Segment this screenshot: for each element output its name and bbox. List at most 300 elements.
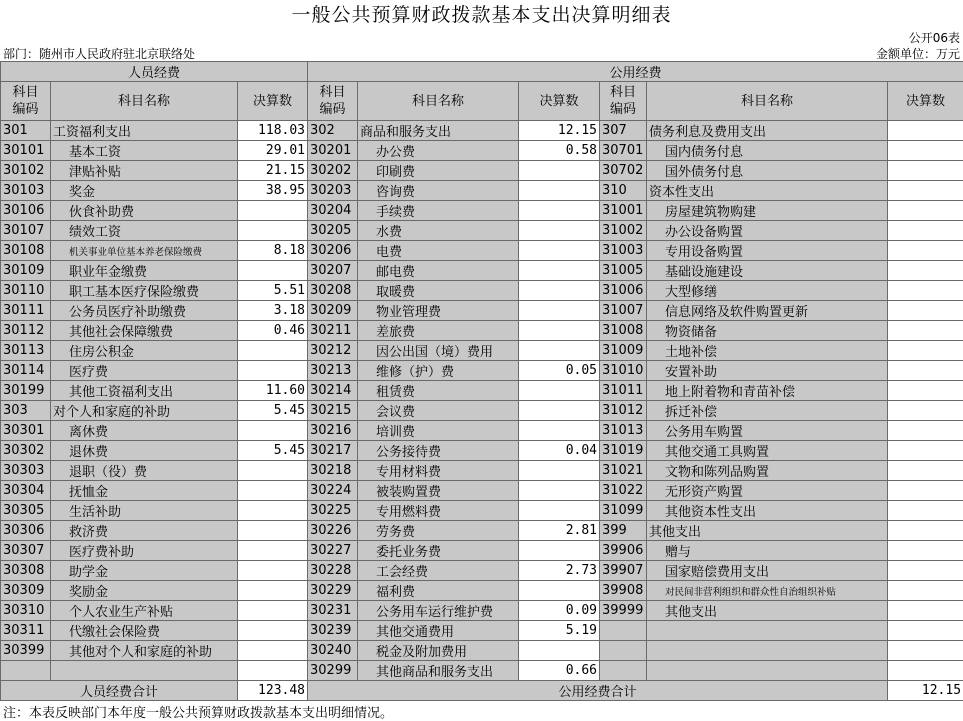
cell-name: 拆迁补偿 — [647, 401, 888, 421]
cell-amount: 0.66 — [519, 661, 600, 681]
cell-name: 其他商品和服务支出 — [358, 661, 519, 681]
cell-name: 绩效工资 — [51, 221, 238, 241]
cell-amount — [519, 241, 600, 261]
table-row — [1, 441, 963, 461]
cell-amount — [888, 121, 963, 141]
cell-amount — [519, 281, 600, 301]
table-row — [1, 261, 963, 281]
cell-name: 国外债务付息 — [647, 161, 888, 181]
cell-name — [647, 641, 888, 661]
cell-name: 债务利息及费用支出 — [647, 121, 888, 141]
cell-name: 伙食补助费 — [51, 201, 238, 221]
cell-code: 30229 — [308, 581, 358, 601]
table-row — [1, 601, 963, 621]
cell-name: 奖金 — [51, 181, 238, 201]
cell-name: 被装购置费 — [358, 481, 519, 501]
table-row — [1, 241, 963, 261]
cell-name: 其他对个人和家庭的补助 — [51, 641, 238, 661]
cell-amount — [888, 541, 963, 561]
cell-code: 30240 — [308, 641, 358, 661]
table-row — [1, 121, 963, 141]
header-code: 科目 编码 — [308, 82, 358, 121]
cell-code: 31012 — [600, 401, 647, 421]
cell-name: 医疗费补助 — [51, 541, 238, 561]
cell-code: 31003 — [600, 241, 647, 261]
table-row — [1, 221, 963, 241]
cell-name — [51, 661, 238, 681]
cell-code: 31002 — [600, 221, 647, 241]
cell-code: 399 — [600, 521, 647, 541]
cell-amount: 12.15 — [519, 121, 600, 141]
cell-amount — [238, 481, 308, 501]
cell-name: 水费 — [358, 221, 519, 241]
cell-amount: 21.15 — [238, 161, 308, 181]
cell-amount — [888, 421, 963, 441]
cell-amount — [519, 401, 600, 421]
cell-name: 专用设备购置 — [647, 241, 888, 261]
table-row — [1, 661, 963, 681]
cell-amount — [888, 501, 963, 521]
cell-code: 30204 — [308, 201, 358, 221]
cell-amount — [888, 521, 963, 541]
cell-name: 救济费 — [51, 521, 238, 541]
cell-code: 31001 — [600, 201, 647, 221]
cell-code: 30231 — [308, 601, 358, 621]
cell-amount: 0.58 — [519, 141, 600, 161]
table-row — [1, 581, 963, 601]
cell-code: 30216 — [308, 421, 358, 441]
cell-code: 30103 — [1, 181, 51, 201]
table-row — [1, 481, 963, 501]
table-row — [1, 181, 963, 201]
cell-name: 培训费 — [358, 421, 519, 441]
cell-name: 其他交通工具购置 — [647, 441, 888, 461]
cell-amount — [238, 361, 308, 381]
cell-amount — [238, 261, 308, 281]
cell-code: 30107 — [1, 221, 51, 241]
cell-code: 30202 — [308, 161, 358, 181]
cell-name: 大型修缮 — [647, 281, 888, 301]
header-name: 科目名称 — [51, 82, 238, 121]
cell-code: 30215 — [308, 401, 358, 421]
cell-code: 30114 — [1, 361, 51, 381]
table-row — [1, 401, 963, 421]
table-row — [1, 521, 963, 541]
cell-amount: 29.01 — [238, 141, 308, 161]
cell-name: 抚恤金 — [51, 481, 238, 501]
cell-code: 30308 — [1, 561, 51, 581]
cell-amount — [238, 521, 308, 541]
cell-amount — [519, 481, 600, 501]
cell-amount — [238, 601, 308, 621]
cell-amount: 2.81 — [519, 521, 600, 541]
cell-name: 公务用车运行维护费 — [358, 601, 519, 621]
table-row — [1, 641, 963, 661]
cell-code: 301 — [1, 121, 51, 141]
table-row — [1, 381, 963, 401]
cell-code: 310 — [600, 181, 647, 201]
cell-code: 31021 — [600, 461, 647, 481]
cell-name: 基础设施建设 — [647, 261, 888, 281]
cell-name: 其他交通费用 — [358, 621, 519, 641]
cell-amount — [238, 641, 308, 661]
cell-name: 其他社会保障缴费 — [51, 321, 238, 341]
cell-amount — [519, 261, 600, 281]
cell-amount — [519, 641, 600, 661]
cell-amount — [519, 301, 600, 321]
cell-code — [600, 661, 647, 681]
footnote: 注：本表反映部门本年度一般公共预算财政拨款基本支出明细情况。 — [3, 706, 394, 721]
cell-code: 30217 — [308, 441, 358, 461]
section-public: 公用经费 — [308, 62, 963, 82]
table-row — [1, 201, 963, 221]
cell-name: 机关事业单位基本养老保险缴费 — [51, 241, 238, 261]
cell-name: 对个人和家庭的补助 — [51, 401, 238, 421]
cell-code: 31022 — [600, 481, 647, 501]
cell-code — [600, 621, 647, 641]
cell-amount — [519, 181, 600, 201]
cell-amount — [888, 201, 963, 221]
cell-name: 差旅费 — [358, 321, 519, 341]
cell-code: 30303 — [1, 461, 51, 481]
department-label: 部门：随州市人民政府驻北京联络处 — [3, 47, 196, 61]
cell-code: 30209 — [308, 301, 358, 321]
cell-amount: 0.05 — [519, 361, 600, 381]
cell-name: 职工基本医疗保险缴费 — [51, 281, 238, 301]
header-amount: 决算数 — [519, 82, 600, 121]
header-amount: 决算数 — [238, 82, 308, 121]
cell-code: 30199 — [1, 381, 51, 401]
cell-amount: 8.18 — [238, 241, 308, 261]
cell-name: 个人农业生产补贴 — [51, 601, 238, 621]
cell-code: 30218 — [308, 461, 358, 481]
cell-name: 公务接待费 — [358, 441, 519, 461]
cell-code: 30227 — [308, 541, 358, 561]
cell-code — [600, 641, 647, 661]
cell-code: 302 — [308, 121, 358, 141]
table-row — [1, 461, 963, 481]
cell-code: 31010 — [600, 361, 647, 381]
cell-code: 30299 — [308, 661, 358, 681]
cell-name: 对民间非营利组织和群众性自治组织补贴 — [647, 581, 888, 601]
cell-amount — [519, 341, 600, 361]
expenditure-table — [0, 61, 963, 701]
cell-amount: 0.46 — [238, 321, 308, 341]
cell-name: 资本性支出 — [647, 181, 888, 201]
cell-name: 劳务费 — [358, 521, 519, 541]
cell-code: 30310 — [1, 601, 51, 621]
page-title: 一般公共预算财政拨款基本支出决算明细表 — [291, 4, 672, 26]
cell-amount — [888, 161, 963, 181]
cell-name: 租赁费 — [358, 381, 519, 401]
cell-name: 其他支出 — [647, 521, 888, 541]
cell-code: 30304 — [1, 481, 51, 501]
cell-name — [647, 621, 888, 641]
cell-code: 30301 — [1, 421, 51, 441]
cell-code: 30306 — [1, 521, 51, 541]
cell-amount — [519, 201, 600, 221]
header-name: 科目名称 — [647, 82, 888, 121]
cell-code: 31019 — [600, 441, 647, 461]
cell-amount — [238, 561, 308, 581]
cell-code: 30239 — [308, 621, 358, 641]
cell-name: 生活补助 — [51, 501, 238, 521]
cell-amount: 38.95 — [238, 181, 308, 201]
cell-code: 30225 — [308, 501, 358, 521]
cell-name: 公务员医疗补助缴费 — [51, 301, 238, 321]
cell-amount — [888, 141, 963, 161]
cell-code: 30226 — [308, 521, 358, 541]
cell-name: 物业管理费 — [358, 301, 519, 321]
table-row — [1, 421, 963, 441]
cell-amount — [519, 161, 600, 181]
cell-name: 维修（护）费 — [358, 361, 519, 381]
cell-code: 30305 — [1, 501, 51, 521]
cell-amount — [888, 641, 963, 661]
cell-name: 专用材料费 — [358, 461, 519, 481]
cell-name: 因公出国（境）费用 — [358, 341, 519, 361]
cell-name: 税金及附加费用 — [358, 641, 519, 661]
cell-name: 地上附着物和青苗补偿 — [647, 381, 888, 401]
public-total-label: 公用经费合计 — [308, 681, 888, 701]
cell-amount — [888, 381, 963, 401]
cell-amount — [238, 341, 308, 361]
personnel-total-value: 123.48 — [238, 681, 308, 701]
cell-amount — [888, 581, 963, 601]
public-total-value: 12.15 — [888, 681, 963, 701]
cell-code: 307 — [600, 121, 647, 141]
cell-amount — [888, 221, 963, 241]
cell-code: 30228 — [308, 561, 358, 581]
cell-name: 公务用车购置 — [647, 421, 888, 441]
cell-amount — [888, 481, 963, 501]
cell-amount — [238, 461, 308, 481]
cell-name: 电费 — [358, 241, 519, 261]
cell-amount — [888, 301, 963, 321]
cell-code: 30701 — [600, 141, 647, 161]
cell-name: 委托业务费 — [358, 541, 519, 561]
cell-code: 30302 — [1, 441, 51, 461]
table-row — [1, 501, 963, 521]
cell-amount — [888, 601, 963, 621]
cell-name: 退休费 — [51, 441, 238, 461]
cell-name: 房屋建筑物购建 — [647, 201, 888, 221]
cell-code: 30309 — [1, 581, 51, 601]
cell-amount — [519, 421, 600, 441]
cell-amount — [238, 581, 308, 601]
cell-amount — [888, 341, 963, 361]
cell-name: 商品和服务支出 — [358, 121, 519, 141]
cell-amount — [888, 281, 963, 301]
cell-name: 信息网络及软件购置更新 — [647, 301, 888, 321]
cell-code: 30206 — [308, 241, 358, 261]
header-code: 科目 编码 — [600, 82, 647, 121]
table-row — [1, 541, 963, 561]
cell-name: 印刷费 — [358, 161, 519, 181]
cell-name: 离休费 — [51, 421, 238, 441]
cell-name: 其他资本性支出 — [647, 501, 888, 521]
cell-code: 30399 — [1, 641, 51, 661]
cell-amount — [519, 581, 600, 601]
cell-amount — [238, 421, 308, 441]
cell-code: 39999 — [600, 601, 647, 621]
cell-code: 30307 — [1, 541, 51, 561]
cell-code: 39906 — [600, 541, 647, 561]
totals-row — [1, 681, 963, 701]
cell-amount: 5.19 — [519, 621, 600, 641]
cell-name: 安置补助 — [647, 361, 888, 381]
cell-code: 31005 — [600, 261, 647, 281]
cell-amount — [238, 201, 308, 221]
cell-amount — [888, 401, 963, 421]
cell-amount — [519, 221, 600, 241]
cell-code: 30311 — [1, 621, 51, 641]
cell-code: 30101 — [1, 141, 51, 161]
cell-amount: 5.51 — [238, 281, 308, 301]
cell-amount — [238, 501, 308, 521]
cell-amount — [888, 261, 963, 281]
cell-name: 无形资产购置 — [647, 481, 888, 501]
table-row — [1, 621, 963, 641]
cell-amount — [888, 461, 963, 481]
cell-amount: 2.73 — [519, 561, 600, 581]
cell-amount — [238, 661, 308, 681]
cell-amount: 11.60 — [238, 381, 308, 401]
cell-code: 31007 — [600, 301, 647, 321]
cell-code: 30109 — [1, 261, 51, 281]
cell-name: 住房公积金 — [51, 341, 238, 361]
cell-code: 30211 — [308, 321, 358, 341]
cell-code: 30224 — [308, 481, 358, 501]
cell-amount — [519, 541, 600, 561]
cell-name: 代缴社会保险费 — [51, 621, 238, 641]
cell-name: 基本工资 — [51, 141, 238, 161]
cell-amount: 0.09 — [519, 601, 600, 621]
cell-amount — [238, 541, 308, 561]
cell-name: 办公设备购置 — [647, 221, 888, 241]
cell-code: 30208 — [308, 281, 358, 301]
cell-name: 办公费 — [358, 141, 519, 161]
cell-name: 奖励金 — [51, 581, 238, 601]
cell-name: 工资福利支出 — [51, 121, 238, 141]
cell-code: 30110 — [1, 281, 51, 301]
cell-code: 30108 — [1, 241, 51, 261]
cell-code: 30106 — [1, 201, 51, 221]
cell-code: 31009 — [600, 341, 647, 361]
cell-name: 助学金 — [51, 561, 238, 581]
cell-amount: 118.03 — [238, 121, 308, 141]
cell-code: 30214 — [308, 381, 358, 401]
cell-name: 其他工资福利支出 — [51, 381, 238, 401]
cell-name: 取暖费 — [358, 281, 519, 301]
cell-code: 30213 — [308, 361, 358, 381]
table-row — [1, 161, 963, 181]
header-amount: 决算数 — [888, 82, 963, 121]
cell-code: 30205 — [308, 221, 358, 241]
unit-label: 金额单位：万元 — [875, 47, 960, 61]
cell-amount: 3.18 — [238, 301, 308, 321]
cell-name: 邮电费 — [358, 261, 519, 281]
cell-code: 31006 — [600, 281, 647, 301]
cell-name: 医疗费 — [51, 361, 238, 381]
cell-code: 39907 — [600, 561, 647, 581]
cell-code: 30212 — [308, 341, 358, 361]
cell-amount — [888, 181, 963, 201]
section-personnel: 人员经费 — [1, 62, 308, 82]
table-row — [1, 141, 963, 161]
cell-code: 31099 — [600, 501, 647, 521]
table-row — [1, 301, 963, 321]
cell-code: 39908 — [600, 581, 647, 601]
cell-name: 其他支出 — [647, 601, 888, 621]
cell-name: 津贴补贴 — [51, 161, 238, 181]
cell-amount — [888, 241, 963, 261]
cell-amount — [888, 661, 963, 681]
cell-name: 赠与 — [647, 541, 888, 561]
cell-name: 职业年金缴费 — [51, 261, 238, 281]
cell-name: 专用燃料费 — [358, 501, 519, 521]
cell-code: 31011 — [600, 381, 647, 401]
cell-code: 31013 — [600, 421, 647, 441]
cell-code: 30112 — [1, 321, 51, 341]
table-row — [1, 321, 963, 341]
cell-amount — [238, 621, 308, 641]
cell-code: 30207 — [308, 261, 358, 281]
table-code: 公开06表 — [908, 31, 960, 45]
cell-name: 福利费 — [358, 581, 519, 601]
cell-name: 退职（役）费 — [51, 461, 238, 481]
cell-amount — [519, 381, 600, 401]
table-row — [1, 561, 963, 581]
cell-code: 303 — [1, 401, 51, 421]
cell-amount — [519, 461, 600, 481]
cell-code: 31008 — [600, 321, 647, 341]
cell-code — [1, 661, 51, 681]
cell-amount — [888, 321, 963, 341]
cell-amount — [238, 221, 308, 241]
table-row — [1, 281, 963, 301]
cell-name — [647, 661, 888, 681]
cell-amount — [888, 561, 963, 581]
cell-amount: 5.45 — [238, 401, 308, 421]
cell-name: 手续费 — [358, 201, 519, 221]
header-code: 科目 编码 — [1, 82, 51, 121]
cell-amount — [519, 501, 600, 521]
cell-code: 30113 — [1, 341, 51, 361]
cell-name: 会议费 — [358, 401, 519, 421]
cell-name: 国内债务付息 — [647, 141, 888, 161]
cell-name: 国家赔偿费用支出 — [647, 561, 888, 581]
personnel-total-label: 人员经费合计 — [1, 681, 238, 701]
table-row — [1, 341, 963, 361]
header-name: 科目名称 — [358, 82, 519, 121]
cell-name: 咨询费 — [358, 181, 519, 201]
cell-amount: 0.04 — [519, 441, 600, 461]
cell-name: 土地补偿 — [647, 341, 888, 361]
table-row — [1, 361, 963, 381]
cell-code: 30702 — [600, 161, 647, 181]
cell-code: 30111 — [1, 301, 51, 321]
cell-code: 30201 — [308, 141, 358, 161]
cell-amount — [888, 621, 963, 641]
cell-amount — [888, 441, 963, 461]
cell-code: 30203 — [308, 181, 358, 201]
cell-amount: 5.45 — [238, 441, 308, 461]
cell-amount — [888, 361, 963, 381]
cell-name: 物资储备 — [647, 321, 888, 341]
cell-amount — [519, 321, 600, 341]
cell-code: 30102 — [1, 161, 51, 181]
